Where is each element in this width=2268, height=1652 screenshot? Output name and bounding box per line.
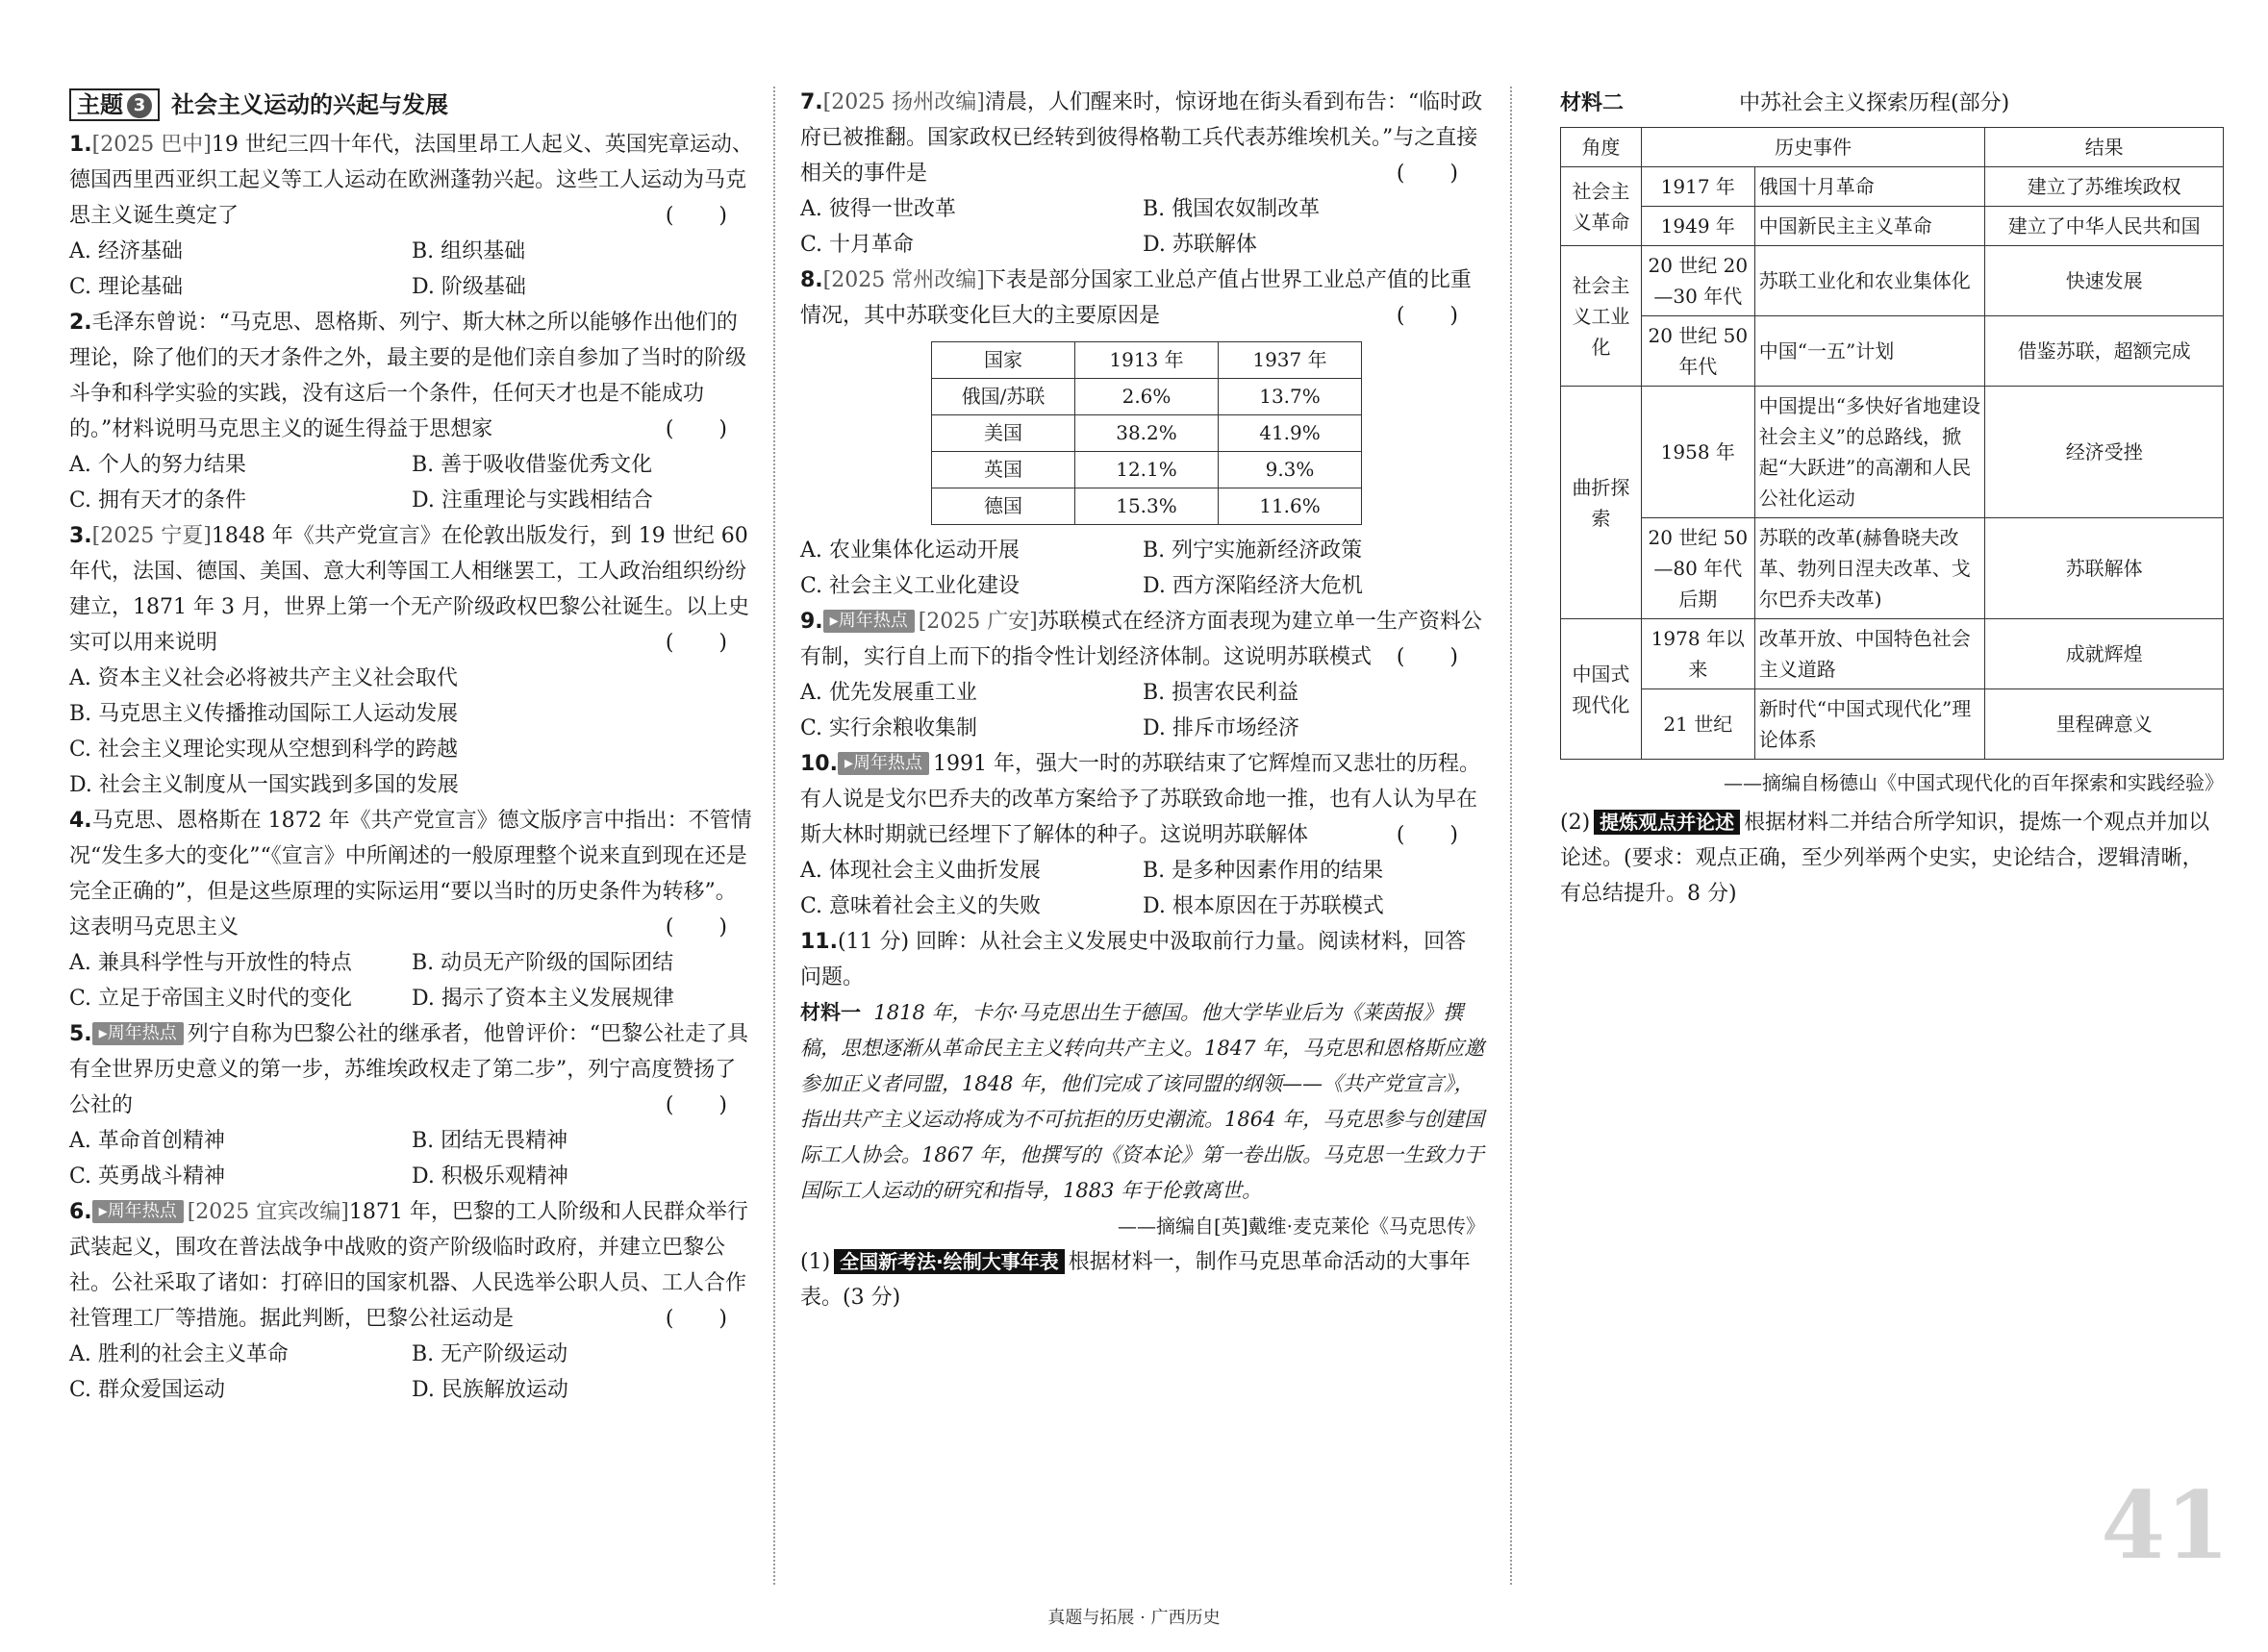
table-row (1561, 619, 2224, 689)
option-B: B. 马克思主义传播推动国际工人运动发展 (69, 702, 459, 726)
new-exam-method-label: 全国新考法·绘制大事年表 (834, 1249, 1065, 1274)
option-D: D. 揭示了资本主义发展规律 (412, 987, 674, 1011)
event-cell: 中国新民主主义革命 (1754, 207, 1985, 246)
column-divider (773, 87, 775, 1585)
topic-number: 3 (127, 93, 152, 118)
result-cell: 借鉴苏联，超额完成 (1985, 316, 2224, 387)
answer-bracket: ( ) (665, 204, 746, 228)
question-stem: 清晨，人们醒来时，惊讶地在街头看到布告：“临时政府已被推翻。国家政权已经转到彼得格勒工兵代表苏维埃机关。”与之直接相关的事件是 (800, 90, 1483, 186)
option-D: D. 积极乐观精神 (412, 1164, 568, 1189)
question-number: 8. (800, 268, 823, 292)
option-B: B. 俄国农奴制改革 (1143, 197, 1321, 221)
option-A: A. 体现社会主义曲折发展 (800, 859, 1041, 883)
table-cell: 9.3% (1219, 452, 1362, 488)
material-two-table (1560, 127, 2224, 760)
table-row (1561, 689, 2224, 760)
page-number: 41 (2101, 1471, 2230, 1580)
page-footer: 真题与拓展 · 广西历史 (1047, 1608, 1221, 1628)
table-cell: 德国 (932, 488, 1075, 525)
options (69, 1337, 754, 1408)
options (800, 675, 1485, 746)
question-4 (69, 803, 754, 1016)
option-D: D. 西方深陷经济大危机 (1143, 574, 1363, 598)
sub-question-2: (2) 提炼观点并论述 根据材料二并结合所学知识，提炼一个观点并加以论述。(要求：观点正确，至少列举两个史实，史论结合，逻辑清晰，有总结提升。8 分) (1560, 811, 2210, 906)
option-C: C. 拥有天才的条件 (69, 488, 247, 513)
question-1 (69, 127, 754, 305)
column-right (1560, 85, 2224, 912)
hot-topic-badge: ▸周年热点 (823, 610, 915, 633)
option-A: A. 彼得一世改革 (800, 197, 956, 221)
answer-bracket: ( ) (1396, 304, 1477, 328)
table-row (1561, 316, 2224, 387)
question-7 (800, 85, 1485, 263)
options (69, 447, 754, 518)
answer-bracket: ( ) (665, 631, 746, 655)
table-header: 1913 年 (1075, 342, 1219, 379)
hot-topic-badge: ▸周年热点 (92, 1200, 184, 1223)
result-cell: 苏联解体 (1985, 518, 2224, 619)
question-source: [2025 宜宾改编] (187, 1200, 349, 1224)
question-8 (800, 263, 1485, 604)
table-header: 结果 (1985, 128, 2224, 167)
time-cell: 1917 年 (1641, 167, 1754, 207)
question-number: 2. (69, 311, 92, 335)
question-3 (69, 518, 754, 803)
question-stem: (11 分) 回眸：从社会主义发展史中汲取前行力量。阅读材料，回答问题。 (800, 930, 1467, 989)
option-C: C. 理论基础 (69, 275, 184, 299)
result-cell: 成就辉煌 (1985, 619, 2224, 689)
answer-bracket: ( ) (1396, 645, 1477, 669)
option-C: C. 十月革命 (800, 233, 915, 257)
option-A: A. 胜利的社会主义革命 (69, 1342, 289, 1366)
table-row (1561, 167, 2224, 207)
angle-cell: 社会主义工业化 (1561, 246, 1642, 387)
question-number: 6. (69, 1200, 92, 1224)
column-left (69, 85, 754, 1408)
option-B: B. 组织基础 (412, 239, 526, 263)
event-cell: 俄国十月革命 (1754, 167, 1985, 207)
table-row (932, 452, 1362, 488)
option-C: C. 社会主义工业化建设 (800, 574, 1021, 598)
option-C: C. 意味着社会主义的失败 (800, 894, 1042, 918)
options (69, 661, 754, 803)
question-number: 3. (69, 524, 92, 548)
option-B: B. 损害农民利益 (1143, 681, 1299, 705)
column-middle (800, 85, 1485, 1315)
table-row (932, 488, 1362, 525)
option-B: B. 是多种因素作用的结果 (1143, 859, 1384, 883)
option-B: B. 善于吸收借鉴优秀文化 (412, 453, 653, 477)
table-cell: 2.6% (1075, 379, 1219, 415)
option-C: C. 英勇战斗精神 (69, 1164, 226, 1189)
option-A: A. 经济基础 (69, 239, 183, 263)
question-stem: 1991 年，强大一时的苏联结束了它辉煌而又悲壮的历程。有人说是戈尔巴乔夫的改革方案给予了苏联致命地一推，也有人认为早在斯大林时期就已经埋下了解体的种子。这说明苏联解体 (800, 752, 1481, 847)
answer-bracket: ( ) (665, 417, 746, 441)
topic-title: 社会主义运动的兴起与发展 (171, 91, 448, 118)
question-9 (800, 604, 1485, 746)
event-cell: 中国“一五”计划 (1754, 316, 1985, 387)
option-A: A. 资本主义社会必将被共产主义社会取代 (69, 666, 458, 690)
question-number: 5. (69, 1022, 92, 1046)
question-number: 10. (800, 752, 838, 776)
question-2 (69, 305, 754, 518)
option-A: A. 个人的努力结果 (69, 453, 246, 477)
question-number: 11. (800, 930, 838, 954)
question-number: 7. (800, 90, 823, 114)
question-stem: 马克思、恩格斯在 1872 年《共产党宣言》德文版序言中指出：不管情况“发生多大的变化”“《宣言》中所阐述的一般原理整个说来直到现在还是完全正确的”，但是这些原理的实际运用“要以当时的历史条件为转移”。这表明马克思主义 (69, 809, 752, 939)
table-row (1561, 518, 2224, 619)
table-row (932, 379, 1362, 415)
option-D: D. 排斥市场经济 (1143, 716, 1299, 740)
table-cell: 38.2% (1075, 415, 1219, 452)
question-stem: 1871 年，巴黎的工人阶级和人民群众举行武装起义，围攻在普法战争中战败的资产阶级临时政府，并建立巴黎公社。公社采取了诸如：打碎旧的国家机器、人民选举公职人员、工人合作社管理工厂等措施。据此判断，巴黎公社运动是 (69, 1200, 748, 1331)
time-cell: 20 世纪 20—30 年代 (1641, 246, 1754, 316)
event-cell: 苏联工业化和农业集体化 (1754, 246, 1985, 316)
options (69, 234, 754, 305)
question-6 (69, 1194, 754, 1408)
event-cell: 苏联的改革(赫鲁晓夫改革、勃列日涅夫改革、戈尔巴乔夫改革) (1754, 518, 1985, 619)
result-cell: 建立了苏维埃政权 (1985, 167, 2224, 207)
industrial-output-table (931, 341, 1362, 525)
options (800, 191, 1485, 263)
question-source: [2025 广安] (918, 610, 1038, 634)
question-number: 9. (800, 610, 823, 634)
question-11 (800, 924, 1485, 1315)
options (69, 1123, 754, 1194)
option-A: A. 革命首创精神 (69, 1129, 225, 1153)
question-5 (69, 1016, 754, 1194)
question-source: [2025 巴中] (91, 133, 212, 157)
option-D: D. 社会主义制度从一国实践到多国的发展 (69, 773, 459, 797)
table-row (1561, 207, 2224, 246)
question-source: [2025 扬州改编] (822, 90, 985, 114)
question-source: [2025 宁夏] (91, 524, 212, 548)
question-number: 1. (69, 133, 92, 157)
table-cell: 美国 (932, 415, 1075, 452)
table-cell: 11.6% (1219, 488, 1362, 525)
option-B: B. 列宁实施新经济政策 (1143, 538, 1363, 563)
table-row (932, 415, 1362, 452)
option-C: C. 立足于帝国主义时代的变化 (69, 987, 353, 1011)
options (800, 533, 1485, 604)
time-cell: 21 世纪 (1641, 689, 1754, 760)
material-two-citation: ——摘编自杨德山《中国式现代化的百年探索和实践经验》 (1724, 771, 2224, 794)
option-D: D. 注重理论与实践相结合 (412, 488, 653, 513)
options (800, 853, 1485, 924)
angle-cell: 社会主义革命 (1561, 167, 1642, 246)
option-B: B. 动员无产阶级的国际团结 (412, 951, 674, 975)
table-row (1561, 246, 2224, 316)
table-cell: 41.9% (1219, 415, 1362, 452)
table-cell: 英国 (932, 452, 1075, 488)
option-B: B. 无产阶级运动 (412, 1342, 568, 1366)
event-cell: 改革开放、中国特色社会主义道路 (1754, 619, 1985, 689)
question-stem: 19 世纪三四十年代，法国里昂工人起义、英国宪章运动、德国西里西亚织工起义等工人运动在欧洲蓬勃兴起。这些工人运动为马克思主义诞生奠定了 (69, 133, 753, 228)
material-one: 材料一 1818 年，卡尔·马克思出生于德国。他大学毕业后为《莱茵报》撰稿，思想逐渐从革命民主主义转向共产主义。1847 年，马克思和恩格斯应邀参加正义者同盟，1848 年，他们完成了该同盟的纲领——《共产党宣言》，指出共产主义运动将成为不可抗拒的历史潮流。1864 年，马克思参与创建国际工人协会。1867 年，他撰写的《资本论》第一卷出版。马克思一生致力于国际工人运动的研究和指导，1883 年于伦敦离世。 (800, 1001, 1485, 1202)
option-D: D. 阶级基础 (412, 275, 526, 299)
material-two-heading: 材料二 中苏社会主义探索历程(部分) (1560, 91, 2010, 115)
time-cell: 1958 年 (1641, 387, 1754, 518)
table-cell: 13.7% (1219, 379, 1362, 415)
question-stem: 毛泽东曾说：“马克思、恩格斯、列宁、斯大林之所以能够作出他们的理论，除了他们的天才条件之外，最主要的是他们亲自参加了当时的阶级斗争和科学实验的实践，没有这后一个条件，任何天才也是不能成功的。”材料说明马克思主义的诞生得益于思想家 (69, 311, 747, 441)
time-cell: 20 世纪 50—80 年代后期 (1641, 518, 1754, 619)
result-cell: 快速发展 (1985, 246, 2224, 316)
table-cell: 15.3% (1075, 488, 1219, 525)
material-one-citation: ——摘编自[英]戴维·麦克莱伦《马克思传》 (1118, 1214, 1485, 1238)
option-D: D. 苏联解体 (1143, 233, 1257, 257)
question-stem: 苏联模式在经济方面表现为建立单一生产资料公有制，实行自上而下的指令性计划经济体制。这说明苏联模式 (800, 610, 1482, 669)
table-header: 1937 年 (1219, 342, 1362, 379)
table-header: 国家 (932, 342, 1075, 379)
hot-topic-badge: ▸周年热点 (92, 1022, 184, 1045)
hot-topic-badge: ▸周年热点 (838, 752, 929, 775)
angle-cell: 曲折探索 (1561, 387, 1642, 619)
option-C: C. 群众爱国运动 (69, 1378, 226, 1402)
option-C: C. 实行余粮收集制 (800, 716, 978, 740)
answer-bracket: ( ) (1396, 162, 1477, 186)
question-number: 4. (69, 809, 92, 833)
result-cell: 建立了中华人民共和国 (1985, 207, 2224, 246)
option-C: C. 社会主义理论实现从空想到科学的跨越 (69, 738, 459, 762)
time-cell: 20 世纪 50 年代 (1641, 316, 1754, 387)
extract-viewpoint-label: 提炼观点并论述 (1594, 810, 1740, 835)
topic-heading (69, 85, 754, 125)
table-cell: 俄国/苏联 (932, 379, 1075, 415)
column-divider (1510, 87, 1512, 1585)
result-cell: 里程碑意义 (1985, 689, 2224, 760)
question-stem: 下表是部分国家工业总产值占世界工业总产值的比重情况，其中苏联变化巨大的主要原因是 (800, 268, 1472, 328)
question-stem: 1848 年《共产党宣言》在伦敦出版发行，到 19 世纪 60 年代，法国、德国、美国、意大利等国工人相继罢工，工人政治组织纷纷建立，1871 年 3 月，世界上第一个无产阶级政权巴黎公社诞生。以上史实可以用来说明 (69, 524, 749, 655)
sub-question-1: (1) 全国新考法·绘制大事年表 根据材料一，制作马克思革命活动的大事年表。(3 分) (800, 1250, 1471, 1310)
table-header: 角度 (1561, 128, 1642, 167)
answer-bracket: ( ) (665, 915, 746, 939)
option-A: A. 农业集体化运动开展 (800, 538, 1020, 563)
option-B: B. 团结无畏精神 (412, 1129, 568, 1153)
option-A: A. 优先发展重工业 (800, 681, 977, 705)
time-cell: 1978 年以来 (1641, 619, 1754, 689)
time-cell: 1949 年 (1641, 207, 1754, 246)
question-stem: 列宁自称为巴黎公社的继承者，他曾评价：“巴黎公社走了具有全世界历史意义的第一步，苏维埃政权走了第二步”，列宁高度赞扬了公社的 (69, 1022, 748, 1117)
option-D: D. 根本原因在于苏联模式 (1143, 894, 1384, 918)
answer-bracket: ( ) (1396, 823, 1477, 847)
table-cell: 12.1% (1075, 452, 1219, 488)
answer-bracket: ( ) (665, 1307, 746, 1331)
question-10 (800, 746, 1485, 924)
option-A: A. 兼具科学性与开放性的特点 (69, 951, 352, 975)
table-header: 历史事件 (1641, 128, 1985, 167)
option-D: D. 民族解放运动 (412, 1378, 568, 1402)
answer-bracket: ( ) (665, 1093, 746, 1117)
question-source: [2025 常州改编] (822, 268, 985, 292)
event-cell: 中国提出“多快好省地建设社会主义”的总路线，掀起“大跃进”的高潮和人民公社化运动 (1754, 387, 1985, 518)
options (69, 945, 754, 1016)
table-row (1561, 387, 2224, 518)
angle-cell: 中国式现代化 (1561, 619, 1642, 760)
event-cell: 新时代“中国式现代化”理论体系 (1754, 689, 1985, 760)
result-cell: 经济受挫 (1985, 387, 2224, 518)
topic-tag: 主题 3 (69, 88, 160, 121)
